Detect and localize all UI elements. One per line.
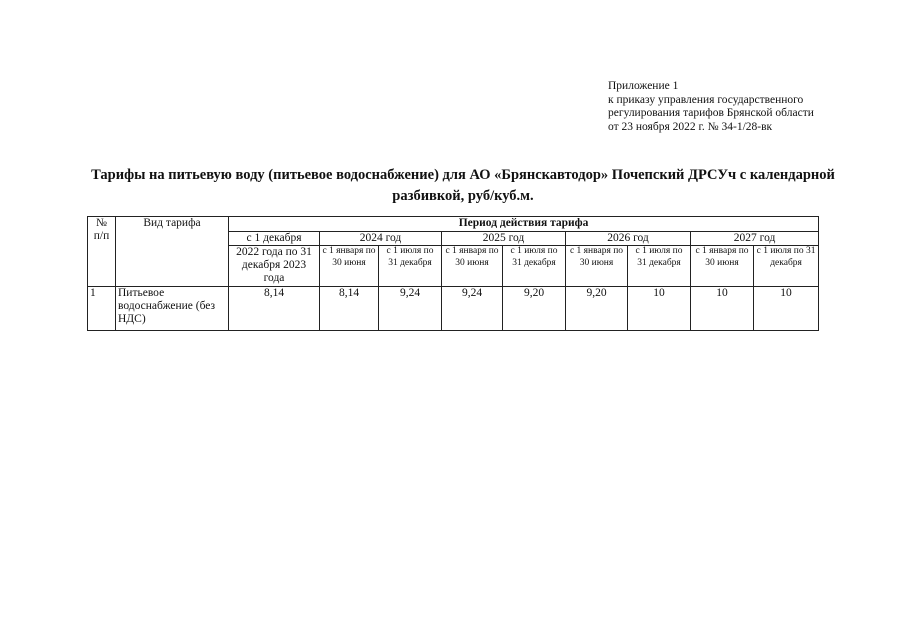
- header-row-period: [88, 217, 819, 232]
- value-2026-h2: 10: [628, 287, 691, 331]
- appendix-block: [608, 80, 898, 134]
- appendix-line-authority: регулирования тарифов Брянской области: [608, 107, 814, 119]
- document-title: [88, 165, 838, 207]
- header-period: Период действия тарифа: [229, 217, 819, 232]
- appendix-line-order: к приказу управления государственного: [608, 93, 804, 106]
- value-2025-h2: 9,20: [503, 287, 566, 331]
- header-2024-h2: с 1 июля по 31 декабря: [379, 246, 442, 287]
- appendix-line-date: от 23 ноября 2022 г. № 34-1/28-вк: [608, 120, 773, 133]
- header-2025-h2: с 1 июля по 31 декабря: [503, 246, 566, 287]
- header-year-2027: 2027 год: [691, 232, 819, 246]
- value-2026-h1: 9,20: [566, 287, 628, 331]
- header-number: № п/п: [88, 217, 116, 287]
- row-tariff-type: Питьевое водоснабжение (без НДС): [116, 287, 229, 331]
- header-first-period-top: с 1 декабря: [229, 232, 320, 246]
- header-year-2026: 2026 год: [566, 232, 691, 246]
- header-2026-h1: с 1 января по 30 июня: [566, 246, 628, 287]
- header-2027-h1: с 1 января по 30 июня: [691, 246, 754, 287]
- document-title-line-1: Тарифы на питьевую воду (питьевое водоснабжение) для АО «Брянскавтодор» Почепский ДРСУч с календарной: [91, 167, 835, 183]
- header-2026-h2: с 1 июля по 31 декабря: [628, 246, 691, 287]
- value-2025-h1: 9,24: [442, 287, 503, 331]
- document-title-line-2: разбивкой, руб/куб.м.: [392, 188, 534, 204]
- header-first-period-rest: 2022 года по 31 декабря 2023 года: [229, 246, 320, 287]
- row-number: 1: [88, 287, 116, 331]
- header-2027-h2: с 1 июля по 31 декабря: [754, 246, 819, 287]
- value-2027-h2: 10: [754, 287, 819, 331]
- header-year-2025: 2025 год: [442, 232, 566, 246]
- value-2022-2023: 8,14: [229, 287, 320, 331]
- header-tariff-type: Вид тарифа: [116, 217, 229, 287]
- header-2024-h1: с 1 января по 30 июня: [320, 246, 379, 287]
- header-2025-h1: с 1 января по 30 июня: [442, 246, 503, 287]
- table-row: [88, 287, 819, 331]
- value-2024-h2: 9,24: [379, 287, 442, 331]
- header-year-2024: 2024 год: [320, 232, 442, 246]
- value-2027-h1: 10: [691, 287, 754, 331]
- appendix-line-title: Приложение 1: [608, 80, 679, 92]
- tariff-table: [87, 216, 819, 331]
- value-2024-h1: 8,14: [320, 287, 379, 331]
